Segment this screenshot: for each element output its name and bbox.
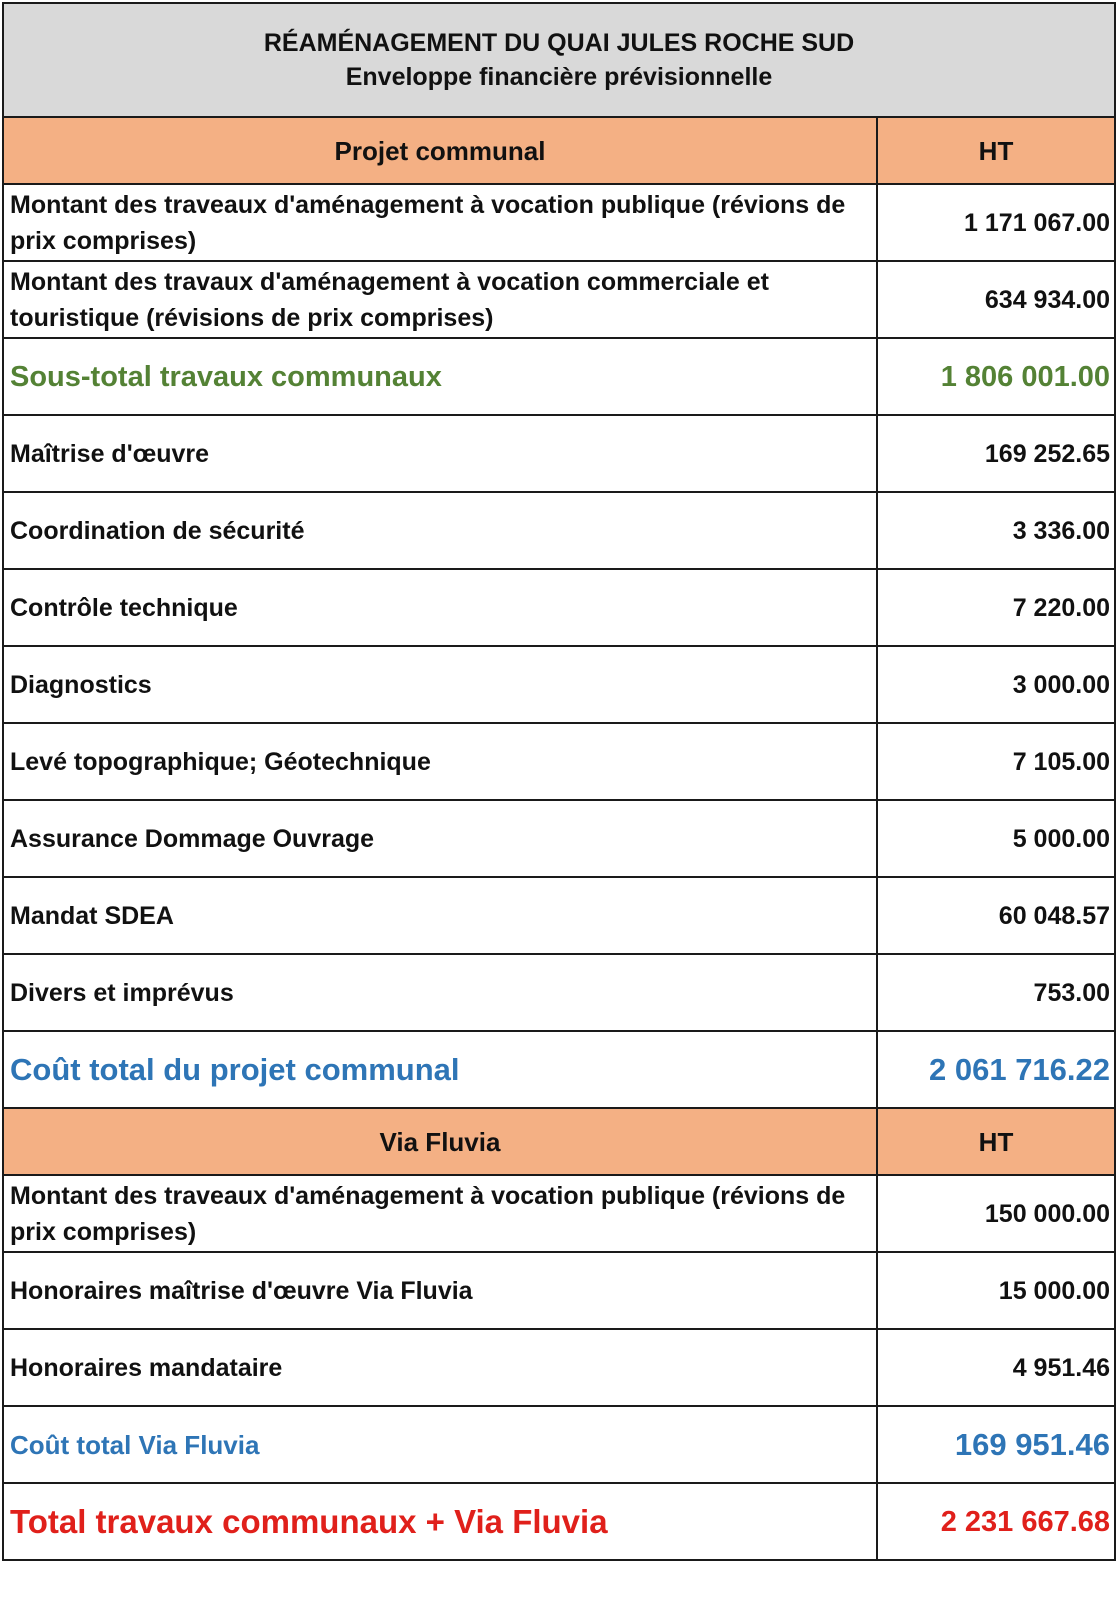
title-line-2: Enveloppe financière prévisionnelle	[345, 63, 773, 91]
table-row	[3, 723, 1115, 800]
row-value: 753.00	[877, 954, 1115, 1031]
subtotal-label: Sous-total travaux communaux	[3, 338, 877, 415]
grand-total-value: 2 231 667.68	[877, 1483, 1115, 1560]
row-label: Levé topographique; Géotechnique	[3, 723, 877, 800]
row-value: 169 252.65	[877, 415, 1115, 492]
header-value: HT	[877, 117, 1115, 184]
budget-sheet	[2, 2, 1114, 1561]
total-label: Coût total du projet communal	[3, 1031, 877, 1108]
total-label: Coût total Via Fluvia	[3, 1406, 877, 1483]
row-label: Montant des traveaux d'aménagement à vocation publique (révions de prix comprises)	[3, 1175, 877, 1252]
row-value: 634 934.00	[877, 261, 1115, 338]
grand-total-row	[3, 1483, 1115, 1560]
row-value: 1 171 067.00	[877, 184, 1115, 261]
row-label: Diagnostics	[3, 646, 877, 723]
table-row	[3, 1329, 1115, 1406]
total-projet-communal-row	[3, 1031, 1115, 1108]
row-value: 5 000.00	[877, 800, 1115, 877]
row-label: Coordination de sécurité	[3, 492, 877, 569]
table-row	[3, 646, 1115, 723]
section-header-via-fluvia	[3, 1108, 1115, 1175]
row-value: 15 000.00	[877, 1252, 1115, 1329]
budget-table	[2, 2, 1116, 1561]
header-value: HT	[877, 1108, 1115, 1175]
row-label: Divers et imprévus	[3, 954, 877, 1031]
subtotal-row	[3, 338, 1115, 415]
table-row	[3, 569, 1115, 646]
title-row	[3, 3, 1115, 117]
table-row	[3, 954, 1115, 1031]
section-header-projet-communal	[3, 117, 1115, 184]
total-value: 2 061 716.22	[877, 1031, 1115, 1108]
row-label: Maîtrise d'œuvre	[3, 415, 877, 492]
row-label: Honoraires maîtrise d'œuvre Via Fluvia	[3, 1252, 877, 1329]
row-value: 60 048.57	[877, 877, 1115, 954]
table-row	[3, 261, 1115, 338]
total-value: 169 951.46	[877, 1406, 1115, 1483]
title-cell	[3, 3, 1115, 117]
row-label: Montant des traveaux d'aménagement à vocation publique (révions de prix comprises)	[3, 184, 877, 261]
subtotal-value: 1 806 001.00	[877, 338, 1115, 415]
table-row	[3, 415, 1115, 492]
table-row	[3, 492, 1115, 569]
header-label: Via Fluvia	[3, 1108, 877, 1175]
row-value: 3 000.00	[877, 646, 1115, 723]
row-label: Contrôle technique	[3, 569, 877, 646]
row-value: 7 105.00	[877, 723, 1115, 800]
table-row	[3, 1175, 1115, 1252]
table-row	[3, 800, 1115, 877]
row-value: 4 951.46	[877, 1329, 1115, 1406]
table-row	[3, 184, 1115, 261]
title-line-1: RÉAMÉNAGEMENT DU QUAI JULES ROCHE SUD	[263, 29, 855, 57]
row-value: 3 336.00	[877, 492, 1115, 569]
grand-total-label: Total travaux communaux + Via Fluvia	[3, 1483, 877, 1560]
row-label: Montant des travaux d'aménagement à vocation commerciale et touristique (révisions de prix comprises)	[3, 261, 877, 338]
row-label: Mandat SDEA	[3, 877, 877, 954]
table-row	[3, 1252, 1115, 1329]
row-label: Assurance Dommage Ouvrage	[3, 800, 877, 877]
total-via-fluvia-row	[3, 1406, 1115, 1483]
row-value: 150 000.00	[877, 1175, 1115, 1252]
row-value: 7 220.00	[877, 569, 1115, 646]
row-label: Honoraires mandataire	[3, 1329, 877, 1406]
table-row	[3, 877, 1115, 954]
header-label: Projet communal	[3, 117, 877, 184]
